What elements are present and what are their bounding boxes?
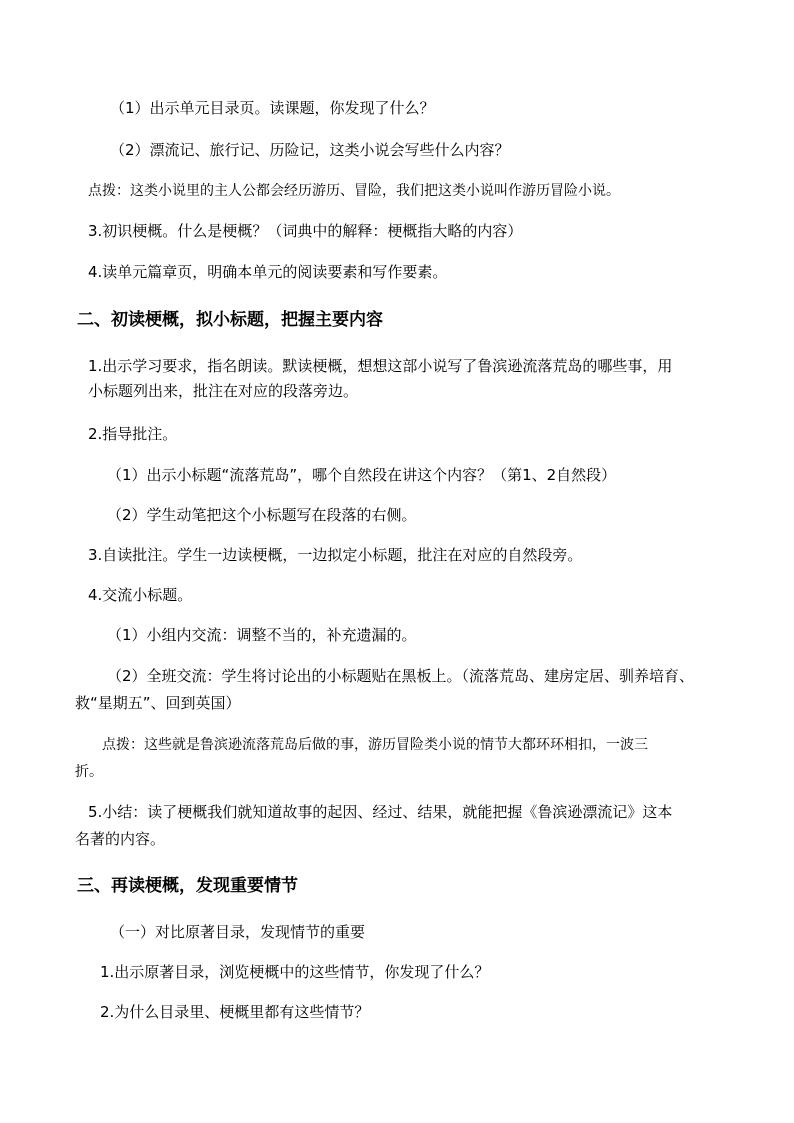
text-line: 2.指导批注。 [88,425,178,443]
section-heading: 三、再读梗概，发现重要情节 [77,876,298,896]
text-line: （1）出示单元目录页。读课题，你发现了什么？ [110,99,435,117]
text-line: 4.交流小标题。 [88,586,193,604]
text-line: （1）小组内交流：调整不当的，补充遗漏的。 [107,626,417,644]
text-line: （1）出示小标题“流落荒岛”，哪个自然段在讲这个内容？（第1、2自然段） [107,466,617,484]
text-line: 2.为什么目录里、梗概里都有这些情节？ [100,1003,370,1021]
text-line: 1.出示学习要求，指名朗读。默读梗概，想想这部小说写了鲁滨逊流落荒岛的哪些事，用 [88,357,673,375]
text-line: 1.出示原著目录，浏览梗概中的这些情节，你发现了什么？ [100,963,490,981]
text-line: （2）漂流记、旅行记、历险记，这类小说会写些什么内容？ [110,141,510,159]
text-line: 小标题列出来，批注在对应的段落旁边。 [88,382,359,400]
note-line: 点拨：这类小说里的主人公都会经历游历、冒险，我们把这类小说叫作游历冒险小说。 [88,183,620,199]
text-line: 救“星期五”、回到英国） [75,694,241,712]
note-line: 折。 [75,764,103,780]
text-line: 5.小结：读了梗概我们就知道故事的起因、经过、结果，就能把握《鲁滨逊漂流记》这本 [88,803,673,821]
text-line: （一）对比原著目录，发现情节的重要 [110,923,366,941]
text-line: 4.读单元篇章页，明确本单元的阅读要素和写作要素。 [88,263,448,281]
text-line: 3.初识梗概。什么是梗概？（词典中的解释：梗概指大略的内容） [88,222,523,240]
note-line: 点拨：这些就是鲁滨逊流落荒岛后做的事，游历冒险类小说的情节大都环环相扣，一波三 [102,737,648,753]
section-heading: 二、初读梗概，拟小标题，把握主要内容 [77,310,383,330]
text-line: 名著的内容。 [75,830,166,848]
text-line: （2）学生动笔把这个小标题写在段落的右侧。 [107,506,417,524]
text-line: 3.自读批注。学生一边读梗概，一边拟定小标题，批注在对应的自然段旁。 [88,546,583,564]
text-line: （2）全班交流：学生将讨论出的小标题贴在黑板上。（流落荒岛、建房定居、驯养培育、 [107,667,695,685]
